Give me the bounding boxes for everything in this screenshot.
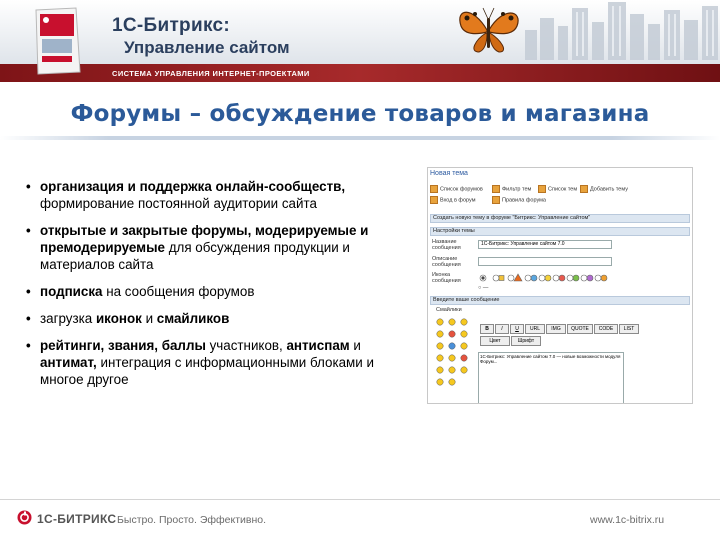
list-icon [538, 185, 546, 193]
smileys-panel[interactable] [434, 316, 470, 396]
list-button[interactable]: LIST [619, 324, 639, 334]
bullet-text: формирование постоянной аудитории сайта [40, 196, 317, 211]
toolbar-item[interactable]: Вход в форум [430, 196, 475, 204]
bullet-bold: антиспам [286, 338, 350, 353]
slide-title: Форумы – обсуждение товаров и магазина [70, 101, 650, 127]
italic-button[interactable]: I [495, 324, 509, 334]
quote-button[interactable]: QUOTE [567, 324, 593, 334]
bullet-text: на сообщения форумов [102, 284, 255, 299]
footer-divider [0, 499, 720, 500]
filter-icon [492, 185, 500, 193]
forum-screenshot [427, 167, 693, 404]
footer-url[interactable]: www.1c-bitrix.ru [590, 514, 665, 526]
topic-title-input[interactable]: 1С-Битрикс: Управление сайтом 7.0 [478, 240, 612, 249]
toolbar-item[interactable]: Список форумов [430, 185, 483, 193]
topic-settings-header: Настройки темы [430, 227, 690, 236]
header-banner [0, 0, 720, 88]
list-item [26, 178, 396, 212]
bullet-text: и [349, 338, 361, 353]
bitrix-logo-icon [17, 510, 32, 525]
brand-tagline: СИСТЕМА УПРАВЛЕНИЯ ИНТЕРНЕТ-ПРОЕКТАМИ [112, 69, 310, 78]
title-divider [0, 136, 720, 140]
message-textarea[interactable]: 1С-Битрикс: Управление сайтом 7.0 — новые возможности модуля Форум... [478, 352, 624, 404]
bullet-text: для обсуждения продукции и материалов сайта [40, 240, 350, 272]
message-icon-picker[interactable] [478, 272, 628, 284]
smileys-label: Смайлики [436, 307, 462, 313]
folder-icon [430, 185, 438, 193]
toolbar-item[interactable]: Добавить тему [580, 185, 628, 193]
brand-name: 1С-Битрикс: [112, 15, 230, 36]
url-button[interactable]: URL [525, 324, 545, 334]
no-icon-option[interactable]: ○ — [478, 285, 489, 291]
field-label: Название сообщения [432, 239, 461, 251]
footer-slogan: Быстро. Просто. Эффективно. [117, 514, 267, 526]
field-label: Описание сообщения [432, 256, 461, 268]
login-icon [430, 196, 438, 204]
bullet-text: интеграция с информационными блоками и многое другое [40, 355, 374, 387]
bullet-text: участников, [205, 338, 287, 353]
bullet-bold: открытые и закрытые форумы, модерируемые и премодерируемые [40, 223, 369, 255]
new-topic-header: Создать новую тему в форуме "Битрикс: Управление сайтом" [430, 214, 690, 223]
add-icon [580, 185, 588, 193]
rules-icon [492, 196, 500, 204]
topic-description-input[interactable] [478, 257, 612, 266]
bullet-bold: организация и поддержка онлайн-сообществ, [40, 179, 346, 194]
bullet-bold: иконок [95, 311, 142, 326]
list-item [26, 310, 396, 327]
list-item [26, 222, 396, 273]
toolbar-item[interactable]: Список тем [538, 185, 577, 193]
bullet-bold: рейтинги, звания, баллы [40, 338, 206, 353]
bold-button[interactable]: B [480, 324, 494, 334]
bullet-bold: подписка [40, 284, 103, 299]
brand-subtitle: Управление сайтом [124, 38, 290, 57]
screenshot-title: Новая тема [430, 170, 468, 177]
font-select[interactable]: Шрифт [511, 336, 541, 346]
message-header: Введите ваше сообщение [430, 296, 690, 305]
city-skyline-image [520, 0, 720, 60]
underline-button[interactable]: U [510, 324, 524, 334]
product-box-icon [30, 6, 82, 76]
feature-list [26, 178, 396, 398]
list-item [26, 283, 396, 300]
code-button[interactable]: CODE [594, 324, 618, 334]
toolbar-item[interactable]: Фильтр тем [492, 185, 531, 193]
field-label: Иконка сообщения [432, 272, 461, 284]
list-item [26, 337, 396, 388]
img-button[interactable]: IMG [546, 324, 566, 334]
footer-logo-text: 1С-БИТРИКС [37, 512, 117, 526]
butterfly-icon [453, 4, 525, 56]
bullet-bold: антимат, [40, 355, 97, 370]
bullet-text: загрузка [40, 311, 96, 326]
color-select[interactable]: Цвет [480, 336, 510, 346]
forum-toolbar [430, 185, 688, 205]
bullet-text: и [141, 311, 157, 326]
bullet-bold: смайликов [156, 311, 230, 326]
toolbar-item[interactable]: Правила форума [492, 196, 546, 204]
